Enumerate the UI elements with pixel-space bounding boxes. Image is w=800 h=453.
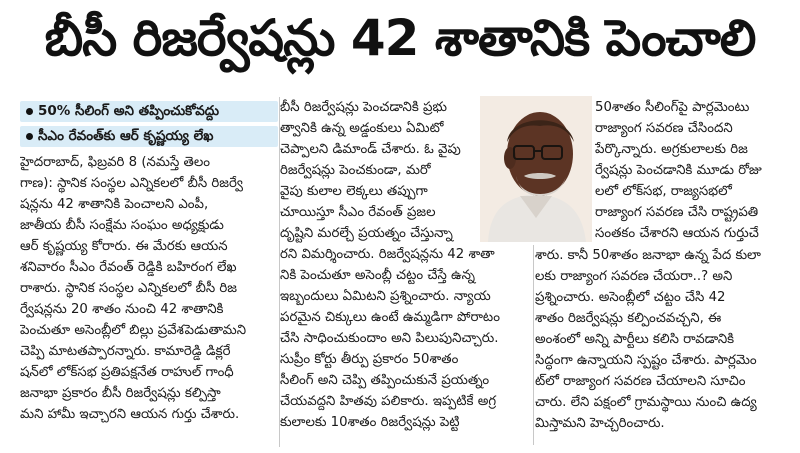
portrait-image [480, 96, 592, 242]
text-line: రాశారు. స్థానిక సంస్థల ఎన్నికలలో బీసీ రిజ [20, 281, 238, 296]
text-line: లకు రాజ్యాంగ సవరణ చేయరా..? అని [535, 269, 733, 284]
text-line: సిద్ధంగా ఉన్నాయని స్పష్టం చేశారు. పార్లమెం [535, 353, 757, 368]
headline: బీసీ రిజర్వేషన్లు 42 శాతానికి పెంచాలి [44, 8, 756, 67]
article-column-3-continued [535, 245, 780, 434]
text-line: శాతం రిజర్వేషన్లు కల్పించవచ్చని, ఈ [535, 311, 722, 326]
text-line: ట్‌లో రాజ్యాంగ సవరణ చేయాలని సూచిం [535, 374, 746, 389]
text-line: నికి పెంచుతూ అసెంబ్లీ చట్టం చేస్తే ఉన్న [280, 268, 475, 283]
text-line: రిజర్వేషన్లు పెంచకుండా, మరో [280, 163, 431, 178]
text-line: జాతీయ బీసీ సంక్షేమ సంఘం అధ్యక్షుడు [20, 218, 224, 233]
text-line: జనాభా ప్రకారం బీసీ రిజర్వేషన్లు కల్పిస్తా [20, 386, 221, 401]
portrait-photo [480, 96, 592, 242]
text-line: చెప్పాలని డిమాండ్‌ చేశారు. ఓ వైపు [280, 142, 461, 157]
text-line: బీసీ రిజర్వేషన్లు పెంచడానికి ప్రభు [280, 100, 448, 115]
text-line: దృష్టిని మరల్చే ప్రయత్నం చేస్తున్నా [280, 226, 453, 241]
text-line: త్వానికి ఉన్న అడ్డంకులు ఏమిటో [280, 121, 444, 136]
text-line: పరమైన చిక్కులు ఉంటే ఉమ్మడిగా పోరాటం [280, 310, 500, 325]
text-line: సంతకం చేశారని ఆయన గుర్తుచే [595, 226, 759, 241]
text-line: షన్‌లో లోక్‌సభ ప్రతిపక్షనేత రాహుల్‌ గాంధీ [20, 365, 234, 380]
text-line: అంశంలో అన్ని పార్టీలు కలిసి రావడానికి [535, 332, 735, 347]
text-line: ఇబ్బందులు ఏమిటని ప్రశ్నించారు. న్యాయ [280, 289, 491, 304]
text-line: ర్వేషన్లను 20 శాతం నుంచి 42 శాతానికి [20, 302, 224, 317]
text-line: ఆర్‌ కృష్ణయ్య కోరారు. ఈ మేరకు ఆయన [20, 239, 228, 254]
text-line: రని విమర్శించారు. రిజర్వేషన్లను 42 శాతా [280, 247, 495, 262]
text-line: రాజ్యాంగ సవరణ చేసిందని [595, 121, 733, 136]
text-line: 50శాతం సీలింగ్‌పై పార్లమెంటు [595, 100, 750, 115]
text-line: లలో లోక్‌సభ, రాజ్యసభలో [595, 184, 732, 199]
text-line: పేర్కొన్నారు. అగ్రకులాలకు రిజ [595, 142, 748, 157]
text-line: ప్రశ్నించారు. అసెంబ్లీలో చట్టం చేసి 42 [535, 290, 726, 305]
text-line: గాణ): స్థానిక సంస్థల ఎన్నికలలో బీసీ రిజర్వే [20, 176, 243, 191]
text-line: సీలింగ్‌ అని చెప్పి తప్పించుకునే ప్రయత్నం [280, 373, 490, 388]
text-line: సుప్రీం కోర్టు తీర్పు ప్రకారం 50శాతం [280, 352, 459, 367]
text-line: షన్లను 42 శాతానికి పెంచాలని ఎంపీ, [20, 197, 209, 212]
text-line: ర్వేషన్లు పెంచడానికి మూడు రోజు [595, 163, 762, 178]
text-line: చారు. లేని పక్షంలో గ్రామస్థాయి నుంచి ఉద్య [535, 395, 757, 410]
column-rule-2 [533, 245, 534, 445]
text-line: మిస్తామని హెచ్చరించారు. [535, 416, 665, 431]
text-line: రాజ్యాంగ సవరణ చేసి రాష్ట్రపతి [595, 205, 759, 220]
highlight-2: సీఎం రేవంత్‌కు ఆర్‌ కృష్ణయ్య లేఖ [20, 126, 278, 147]
text-line: పెంచుతూ అసెంబ్లీలో బిల్లు ప్రవేశపెడుతామని [20, 323, 247, 338]
text-line: మని హామీ ఇచ్చారని ఆయన గుర్తు చేశారు. [20, 407, 240, 422]
text-line: హైదరాబాద్‌, ఫిబ్రవరి 8 (నమస్తే తెలం [20, 155, 211, 170]
text-line: శారు. కానీ 50శాతం జనాభా ఉన్న పేద కులా [535, 248, 761, 263]
article-column-3 [595, 97, 780, 244]
text-line: చేసి సాధించుకుందాం అని పిలుపునిచ్చారు. [280, 331, 499, 346]
text-line: చేయవద్దని హితవు పలికారు. ఇప్పటికే అగ్ర [280, 394, 497, 409]
text-line: చూయిస్తూ సీఎం రేవంత్‌ ప్రజల [280, 205, 436, 220]
highlight-1: 50% సీలింగ్‌ అని తప్పించుకోవద్దు [20, 101, 278, 122]
text-line: శనివారం సీఎం రేవంత్‌ రెడ్డికి బహిరంగ లేఖ [20, 260, 237, 275]
text-line: చెప్పి మాటతప్పారన్నారు. కామారెడ్డి డిక్లరే [20, 344, 231, 359]
text-line: కులాలకు 10శాతం రిజర్వేషన్లు పెట్టి [280, 415, 460, 430]
text-line: వైపు కులాల లెక్కలు తప్పుగా [280, 184, 428, 199]
article-column-1 [20, 152, 278, 425]
